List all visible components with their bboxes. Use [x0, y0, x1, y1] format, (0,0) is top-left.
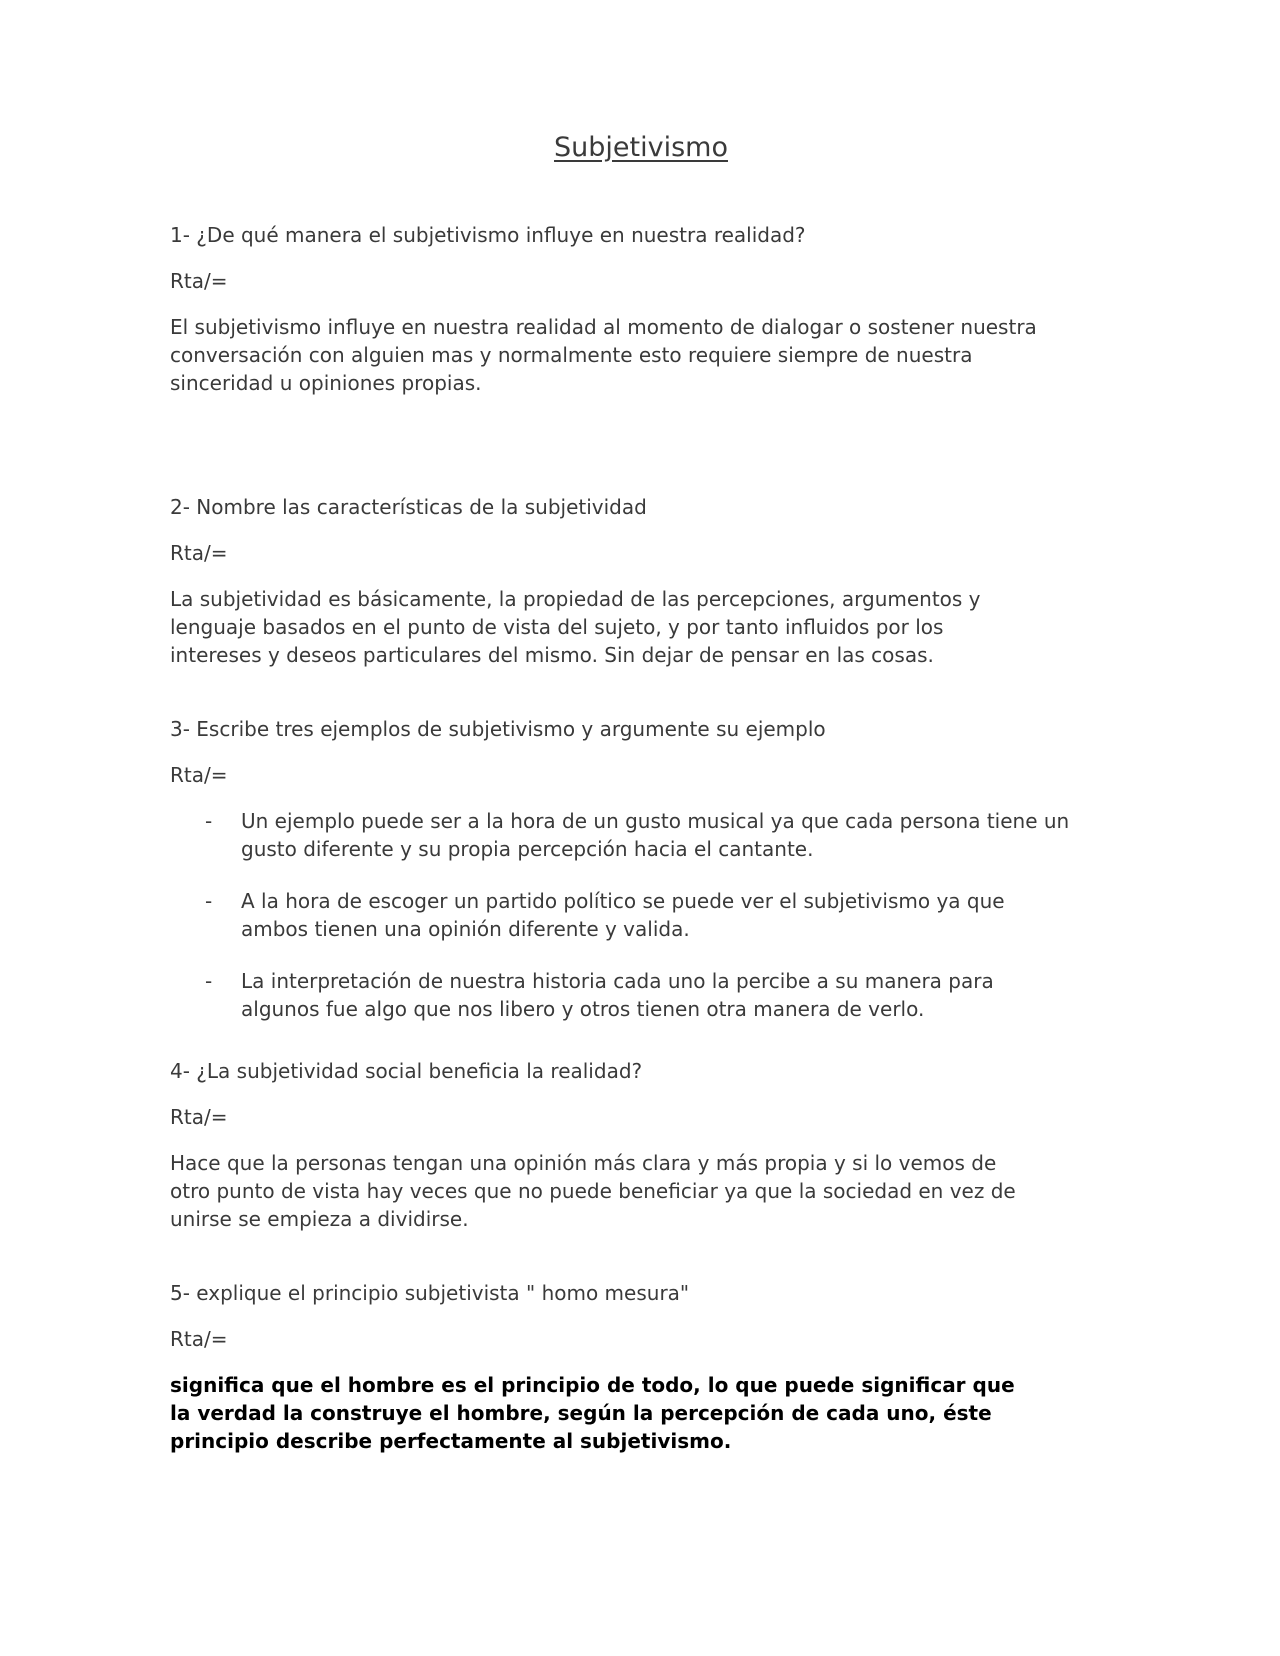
bullet-text: Un ejemplo puede ser a la hora de un gusto musical ya que cada persona tiene un gusto diferente y su propia percepción hacia el cantante.: [241, 809, 1070, 861]
question-2: 2- Nombre las características de la subjetividad: [170, 495, 647, 519]
bullet-text: A la hora de escoger un partido político se puede ver el subjetivismo ya que ambos tienen una opinión diferente y valida.: [241, 889, 1005, 941]
question-3: 3- Escribe tres ejemplos de subjetivismo y argumente su ejemplo: [170, 717, 826, 741]
page-title: Subjetivismo: [554, 132, 728, 163]
rta-label: Rta/=: [170, 269, 228, 293]
bullet-marker: -: [205, 969, 213, 993]
section-4: [170, 1057, 1112, 1233]
section-2: [170, 493, 1112, 669]
section-3: [170, 715, 1112, 1023]
question-5: 5- explique el principio subjetivista " homo mesura": [170, 1281, 690, 1305]
bullet-marker: -: [205, 809, 213, 833]
answer-2: La subjetividad es básicamente, la propiedad de las percepciones, argumentos y lenguaje basados en el punto de vista del sujeto, y por tanto influidos por los intereses y deseos particulares del mismo. Sin dejar de pensar en las cosas.: [170, 587, 981, 667]
bullet-marker: -: [205, 889, 213, 913]
answer-1: El subjetivismo influye en nuestra realidad al momento de dialogar o sostener nuestra conversación con alguien mas y normalmente esto requiere siempre de nuestra sinceridad u opiniones propias.: [170, 315, 1037, 395]
rta-label: Rta/=: [170, 1105, 228, 1129]
rta-label: Rta/=: [170, 763, 228, 787]
bullet-item: [170, 807, 1075, 863]
answer-5: significa que el hombre es el principio de todo, lo que puede significar que la verdad la construye el hombre, según la percepción de cada uno, éste principio describe perfectamente al subjetivismo.: [170, 1373, 1015, 1453]
question-4: 4- ¿La subjetividad social beneficia la realidad?: [170, 1059, 643, 1083]
answer-4: Hace que la personas tengan una opinión más clara y más propia y si lo vemos de otro punto de vista hay veces que no puede beneficiar ya que la sociedad en vez de unirse se empieza a dividirse.: [170, 1151, 1016, 1231]
bullet-text: La interpretación de nuestra historia cada uno la percibe a su manera para algunos fue algo que nos libero y otros tienen otra manera de verlo.: [241, 969, 994, 1021]
bullet-item: [170, 887, 1075, 943]
question-1: 1- ¿De qué manera el subjetivismo influye en nuestra realidad?: [170, 223, 806, 247]
bullet-list: [170, 807, 1112, 1023]
section-5: [170, 1279, 1112, 1455]
rta-label: Rta/=: [170, 1327, 228, 1351]
bullet-item: [170, 967, 1075, 1023]
section-1: [170, 221, 1112, 397]
rta-label: Rta/=: [170, 541, 228, 565]
